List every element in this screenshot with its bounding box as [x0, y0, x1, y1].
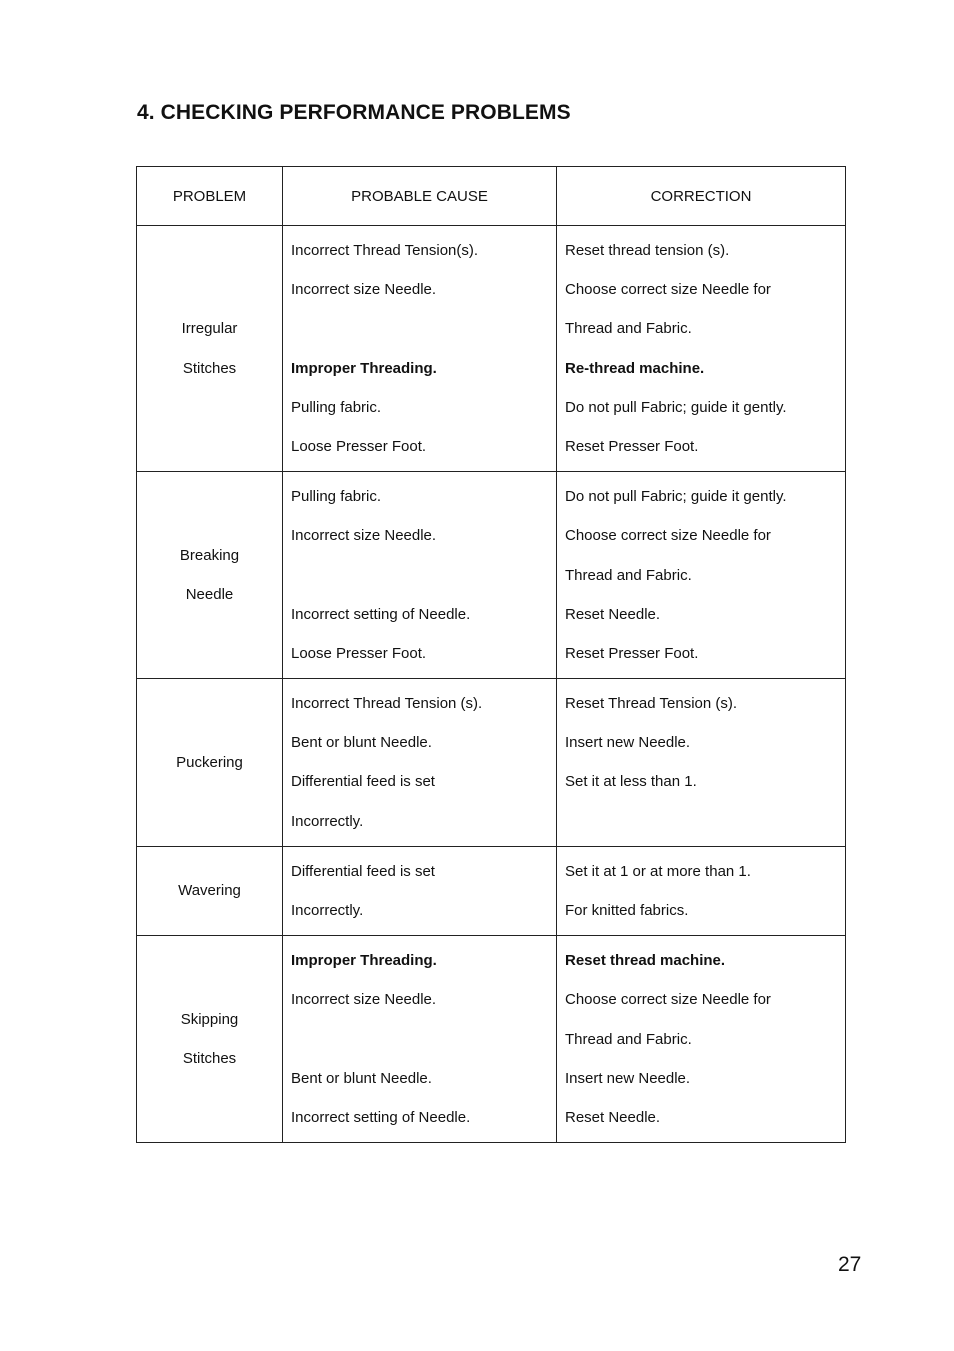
cause-text: Loose Presser Foot.: [291, 437, 427, 455]
page-number: 27: [838, 1253, 862, 1276]
cause-text: Differential feed is set: [291, 773, 435, 791]
cause-text: Incorrect Thread Tension (s).: [291, 695, 483, 713]
cause-cell: [283, 846, 557, 935]
cause-cell: [283, 679, 557, 847]
problem-label: Wavering: [178, 882, 241, 900]
cause-cell: [283, 936, 557, 1143]
problem-cell: [137, 226, 283, 472]
cause-cell: [283, 226, 557, 472]
cause-text: Incorrectly.: [291, 902, 364, 919]
correction-text: Set it at less than 1.: [565, 773, 697, 791]
problem-label: Stitches: [182, 1050, 237, 1068]
cause-text: [291, 309, 556, 348]
cause-text: Incorrect size Needle.: [291, 991, 437, 1009]
correction-text: Do not pull Fabric; guide it gently.: [565, 398, 787, 416]
table-row: [137, 936, 846, 1143]
problem-cell: [137, 846, 283, 935]
table-row: [137, 472, 846, 679]
cause-text: Incorrect size Needle.: [291, 527, 437, 545]
header-problem: PROBLEM: [137, 167, 283, 226]
problem-cell: [137, 936, 283, 1143]
cause-text: Bent or blunt Needle.: [291, 1069, 432, 1087]
cause-text: Pulling fabric.: [291, 398, 382, 416]
problem-label: Stitches: [182, 359, 237, 377]
problem-cell: [137, 472, 283, 679]
correction-text: Do not pull Fabric; guide it gently.: [565, 488, 787, 506]
problem-label: Breaking: [179, 546, 240, 564]
problem-label: Irregular: [181, 320, 238, 338]
correction-text: Re-thread machine.: [565, 359, 705, 377]
correction-text: Reset Thread Tension (s).: [565, 695, 738, 713]
cause-text: Improper Threading.: [291, 359, 437, 377]
correction-text: For knitted fabrics.: [565, 902, 689, 919]
cause-text: Bent or blunt Needle.: [291, 734, 432, 752]
correction-text: Reset thread tension (s).: [565, 242, 730, 259]
table-row: [137, 679, 846, 847]
correction-cell: [557, 472, 846, 679]
correction-text: Set it at 1 or at more than 1.: [565, 862, 751, 880]
correction-cell: [557, 226, 846, 472]
correction-text: Insert new Needle.: [565, 734, 691, 752]
correction-cell: [557, 846, 846, 935]
correction-cell: [557, 936, 846, 1143]
problem-label: Puckering: [176, 753, 243, 771]
cause-text: Pulling fabric.: [291, 488, 382, 506]
correction-cell: [557, 679, 846, 847]
correction-text: Choose correct size Needle for: [565, 991, 771, 1009]
correction-text: Choose correct size Needle for: [565, 281, 771, 299]
cause-text: [291, 556, 556, 595]
cause-text: Incorrect setting of Needle.: [291, 1108, 471, 1126]
correction-text: Choose correct size Needle for: [565, 527, 771, 545]
table-row: [137, 846, 846, 935]
correction-text: Reset Presser Foot.: [565, 437, 699, 455]
table-header-row: [137, 167, 846, 226]
correction-text: Thread and Fabric.: [565, 566, 692, 584]
cause-text: Incorrect Thread Tension(s).: [291, 242, 479, 259]
problem-label: Needle: [185, 586, 234, 604]
cause-cell: [283, 472, 557, 679]
cause-text: Improper Threading.: [291, 952, 437, 970]
correction-text: Reset Needle.: [565, 605, 661, 623]
cause-text: Incorrect setting of Needle.: [291, 605, 471, 623]
cause-text: Incorrectly.: [291, 812, 364, 830]
table-body: [137, 226, 846, 1143]
correction-text: Reset Needle.: [565, 1108, 661, 1126]
troubleshooting-table: [136, 166, 846, 1143]
correction-text: Thread and Fabric.: [565, 320, 692, 338]
page-title: 4. CHECKING PERFORMANCE PROBLEMS: [137, 101, 571, 124]
cause-text: Loose Presser Foot.: [291, 644, 427, 662]
correction-text: [565, 802, 845, 841]
problem-cell: [137, 679, 283, 847]
correction-text: Reset Presser Foot.: [565, 644, 699, 662]
cause-text: [291, 1020, 556, 1059]
correction-text: Insert new Needle.: [565, 1069, 691, 1087]
correction-text: Thread and Fabric.: [565, 1030, 692, 1048]
header-probable-cause: PROBABLE CAUSE: [283, 167, 557, 226]
cause-text: Differential feed is set: [291, 862, 435, 880]
cause-text: Incorrect size Needle.: [291, 281, 437, 299]
table-row: [137, 226, 846, 472]
header-correction: CORRECTION: [557, 167, 846, 226]
correction-text: Reset thread machine.: [565, 952, 726, 970]
problem-label: Skipping: [180, 1010, 239, 1028]
